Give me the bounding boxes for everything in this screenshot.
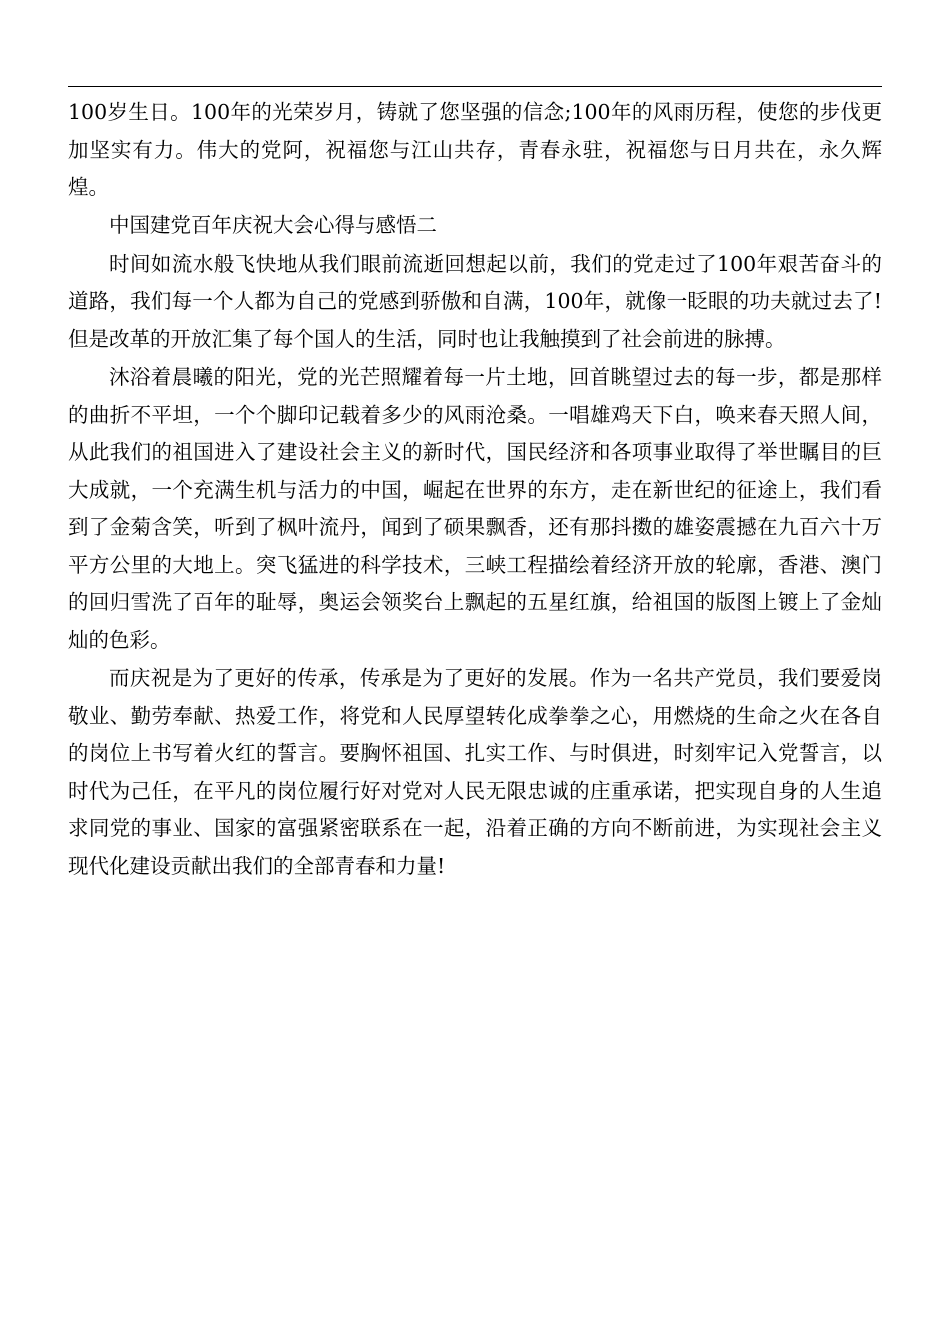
paragraph: 沐浴着晨曦的阳光，党的光芒照耀着每一片土地，回首眺望过去的每一步，都是那样的曲折不平坦，一个个脚印记载着多少的风雨沧桑。一唱雄鸡天下白，唤来春天照人间，从此我们的祖国进入了建设社会主义的新时代，国民经济和各项事业取得了举世瞩目的巨大成就，一个充满生机与活力的中国，崛起在世界的东方，走在新世纪的征途上，我们看到了金菊含笑，听到了枫叶流丹，闻到了硕果飘香，还有那抖擞的雄姿震撼在九百六十万平方公里的大地上。突飞猛进的科学技术，三峡工程描绘着经济开放的轮廓，香港、澳门的回归雪洗了百年的耻辱，奥运会领奖台上飘起的五星红旗，给祖国的版图上镀上了金灿灿的色彩。 (68, 365, 882, 652)
paragraph: 而庆祝是为了更好的传承，传承是为了更好的发展。作为一名共产党员，我们要爱岗敬业、勤劳奉献、热爱工作，将党和人民厚望转化成拳拳之心，用燃烧的生命之火在各自的岗位上书写着火红的誓言。要胸怀祖国、扎实工作、与时俱进，时刻牢记入党誓言，以时代为己任，在平凡的岗位履行好对党对人民无限忠诚的庄重承诺，把实现自身的人生追求同党的事业、国家的富强紧密联系在一起，沿着正确的方向不断前进，为实现社会主义现代化建设贡献出我们的全部青春和力量! (68, 666, 882, 878)
paragraph: 时间如流水般飞快地从我们眼前流逝回想起以前，我们的党走过了100年艰苦奋斗的道路，我们每一个人都为自己的党感到骄傲和自满，100年，就像一眨眼的功夫就过去了!但是改革的开放汇集了每个国人的生活，同时也让我触摸到了社会前进的脉搏。 (68, 251, 882, 351)
paragraph-continuation: 100岁生日。100年的光荣岁月，铸就了您坚强的信念;100年的风雨历程，使您的步伐更加坚实有力。伟大的党阿，祝福您与江山共存，青春永驻，祝福您与日月共在，永久辉煌。 (68, 100, 882, 199)
document-body (68, 94, 882, 886)
header-rule (68, 86, 882, 87)
section-heading: 中国建党百年庆祝大会心得与感悟二 (109, 213, 437, 238)
